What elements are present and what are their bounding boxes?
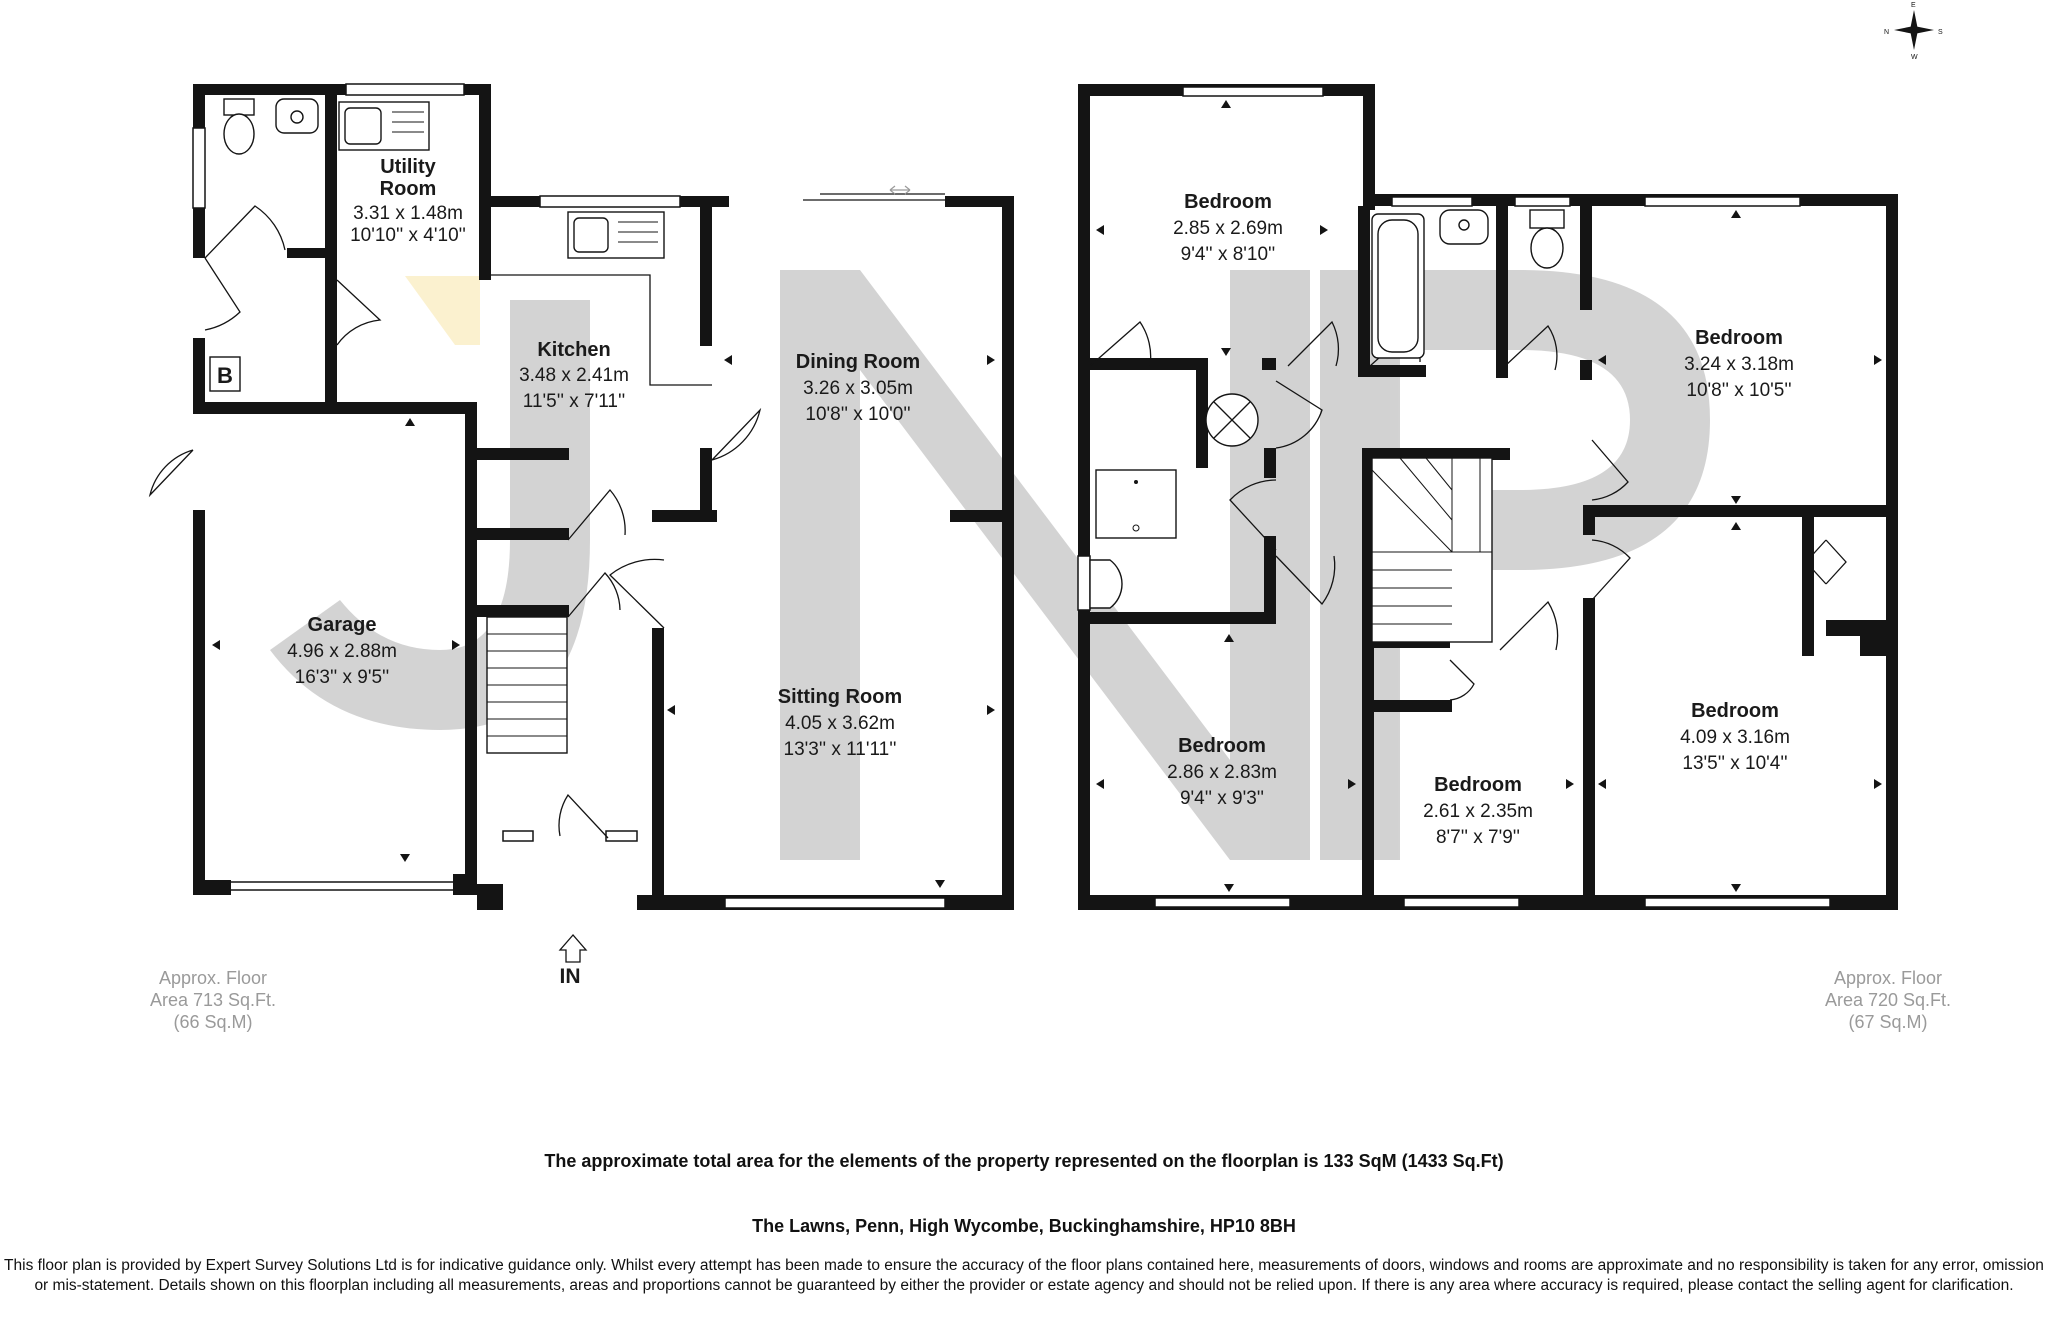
entrance-arrow-icon	[560, 935, 586, 962]
boiler-label: B	[217, 363, 233, 388]
utility-room-imperial: 10'10'' x 4'10''	[350, 225, 466, 246]
bedroom-top-left-name: Bedroom	[1184, 191, 1272, 213]
first-floor-area-line1: Approx. Floor	[1833, 968, 1943, 988]
garage-metric: 4.96 x 2.88m	[287, 641, 397, 662]
compass-icon	[1884, 2, 1943, 61]
bedroom-top-right-imperial: 10'8'' x 10'5''	[1686, 380, 1792, 401]
sliding-door-arrow-icon	[890, 186, 910, 194]
bedroom-top-left-metric: 2.85 x 2.69m	[1173, 218, 1283, 239]
sitting-room-metric: 4.05 x 3.62m	[785, 713, 895, 734]
ground-floor-area-line3: (66 Sq.M)	[173, 1012, 253, 1032]
first-floor-area-line2: Area 720 Sq.Ft.	[1824, 990, 1952, 1010]
bedroom-bottom-right-imperial: 13'5'' x 10'4''	[1682, 753, 1788, 774]
wc-cistern	[224, 99, 254, 115]
compass-w-label: W	[1911, 54, 1918, 61]
kitchen-metric: 3.48 x 2.41m	[519, 365, 629, 386]
first-floor-area-line3: (67 Sq.M)	[1848, 1012, 1928, 1032]
first-floor-stairs	[1372, 458, 1492, 642]
kitchen-imperial: 11'5'' x 7'11''	[522, 391, 626, 412]
utility-room-name-1: Utility	[380, 156, 436, 178]
bedroom-bottom-left-name: Bedroom	[1178, 735, 1266, 757]
utility-room-name-2: Room	[379, 178, 437, 200]
total-area-statement: The approximate total area for the elements of the property represented on the floorplan is 133 SqM (1433 Sq.Ft)	[544, 1151, 1504, 1171]
wc-cistern-upstairs	[1530, 210, 1564, 228]
shower-basin	[1090, 560, 1122, 608]
garage-name: Garage	[307, 614, 377, 636]
compass-e-label: E	[1911, 2, 1916, 9]
wc-bowl	[224, 114, 254, 154]
dining-room-imperial: 10'8'' x 10'0''	[805, 404, 911, 425]
garage-imperial: 16'3'' x 9'5''	[294, 667, 390, 688]
wc-bowl-upstairs	[1531, 228, 1563, 268]
utility-room-metric: 3.31 x 1.48m	[353, 203, 463, 224]
property-address: The Lawns, Penn, High Wycombe, Buckinghamshire, HP10 8BH	[752, 1216, 1296, 1236]
kitchen-name: Kitchen	[537, 339, 611, 361]
bedroom-bottom-right-name: Bedroom	[1691, 700, 1779, 722]
entrance-label: IN	[559, 965, 581, 988]
dining-room-metric: 3.26 x 3.05m	[803, 378, 913, 399]
bedroom-top-right-name: Bedroom	[1695, 327, 1783, 349]
ground-floor-area-line2: Area 713 Sq.Ft.	[149, 990, 277, 1010]
bedroom-small-imperial: 8'7'' x 7'9''	[1435, 827, 1521, 848]
compass-s-label: S	[1938, 29, 1943, 36]
bedroom-bottom-left-imperial: 9'4'' x 9'3''	[1179, 788, 1265, 809]
dining-room-name: Dining Room	[795, 351, 921, 373]
bedroom-top-right-metric: 3.24 x 3.18m	[1684, 354, 1794, 375]
disclaimer-text: This floor plan is provided by Expert Survey Solutions Ltd is for indicative guidance only. Whilst every attempt has been made to ensure the accuracy of the floor plans contained here, measurements of doors, windows and rooms are approximate and no responsibility is taken for any error, omission or mis-statement. Details shown on this floorplan including all measurements, areas and proportions cannot be guaranteed by either the provider or estate agency and should not be relied upon. If there is any area where accuracy is required, please contact the selling agent for clarification.	[4, 1257, 2044, 1294]
ground-floor-area-line1: Approx. Floor	[158, 968, 268, 988]
bedroom-small-name: Bedroom	[1434, 774, 1522, 796]
bedroom-bottom-right-metric: 4.09 x 3.16m	[1680, 727, 1790, 748]
sitting-room-imperial: 13'3'' x 11'11''	[783, 739, 897, 760]
ground-stairs	[487, 617, 567, 753]
bedroom-small-metric: 2.61 x 2.35m	[1423, 801, 1533, 822]
compass-n-label: N	[1884, 29, 1890, 36]
sitting-room-name: Sitting Room	[777, 686, 903, 708]
bedroom-top-left-imperial: 9'4'' x 8'10''	[1180, 244, 1276, 265]
bedroom-bottom-left-metric: 2.86 x 2.83m	[1167, 762, 1277, 783]
kitchen-highlight	[405, 276, 480, 345]
